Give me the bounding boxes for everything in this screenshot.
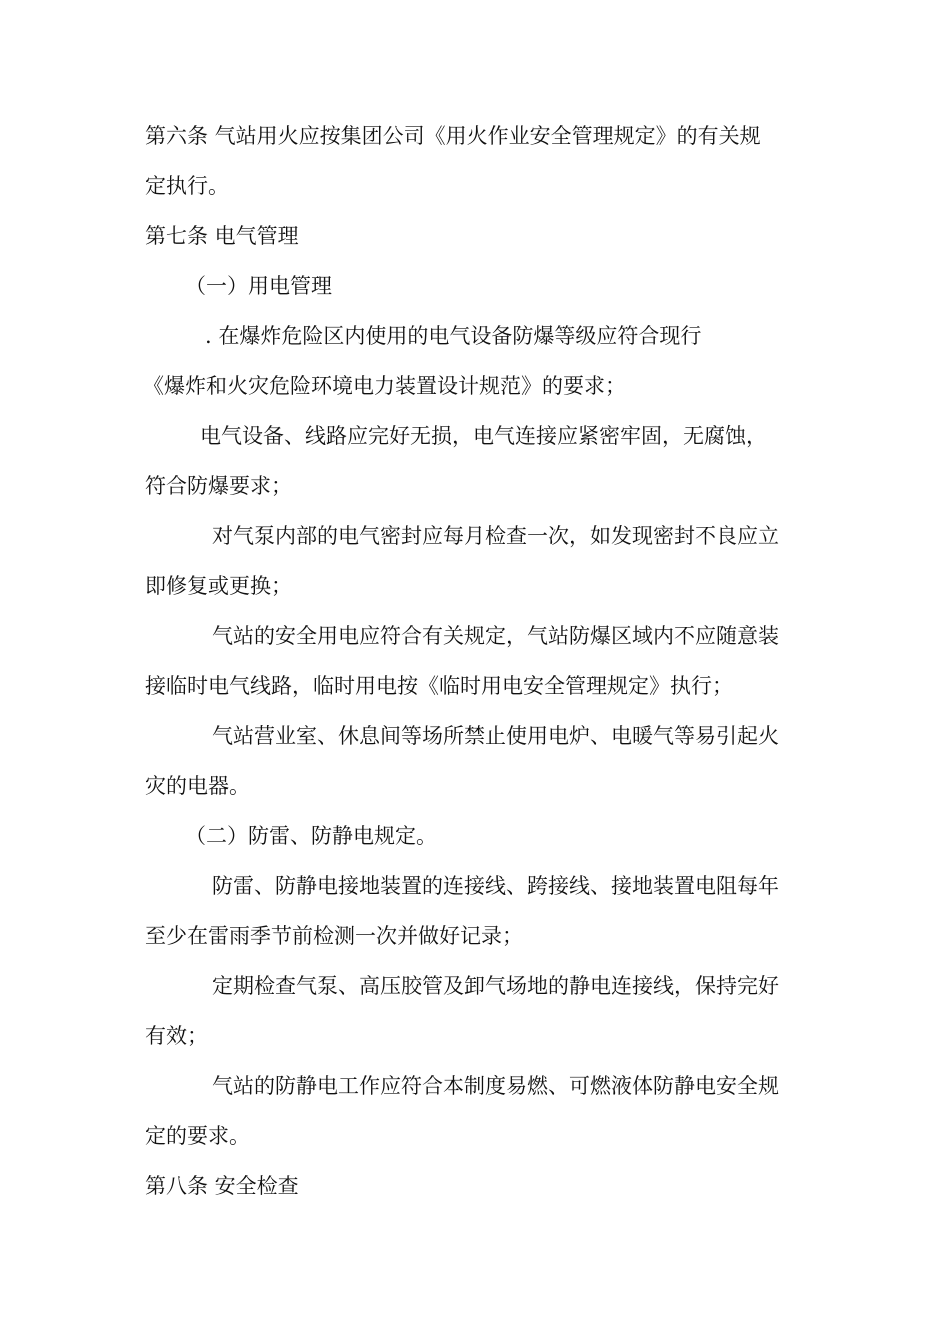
- lightning-clause-1-line-2: 至少在雷雨季节前检测一次并做好记录；: [145, 924, 523, 948]
- clause-5-line-1: 气站营业室、休息间等场所禁止使用电炉、电暖气等易引起火: [212, 724, 779, 748]
- article-8-heading: 第八条 安全检查: [145, 1174, 299, 1198]
- clause-5-line-2: 灾的电器。: [145, 774, 250, 798]
- article-6-line-2: 定执行。: [145, 174, 229, 198]
- article-7-heading: 第七条 电气管理: [145, 224, 299, 248]
- clause-1-line-1: . 在爆炸危险区内使用的电气设备防爆等级应符合现行: [205, 324, 702, 348]
- lightning-clause-3-line-1: 气站的防静电工作应符合本制度易燃、可燃液体防静电安全规: [212, 1074, 779, 1098]
- clause-2-line-1: 电气设备、线路应完好无损，电气连接应紧密牢固，无腐蚀，: [200, 424, 767, 448]
- lightning-clause-2-line-1: 定期检查气泵、高压胶管及卸气场地的静电连接线，保持完好: [212, 974, 779, 998]
- clause-3-line-2: 即修复或更换；: [145, 574, 292, 598]
- lightning-clause-1-line-1: 防雷、防静电接地装置的连接线、跨接线、接地装置电阻每年: [212, 874, 779, 898]
- clause-1-line-2: 《爆炸和火灾危险环境电力装置设计规范》的要求；: [143, 374, 626, 398]
- section-1-heading: （一）用电管理: [185, 274, 332, 298]
- article-6-line-1: 第六条 气站用火应按集团公司《用火作业安全管理规定》的有关规: [145, 124, 761, 148]
- clause-4-line-2: 接临时电气线路，临时用电按《临时用电安全管理规定》执行；: [145, 674, 733, 698]
- clause-2-line-2: 符合防爆要求；: [145, 474, 292, 498]
- lightning-clause-3-line-2: 定的要求。: [145, 1124, 250, 1148]
- clause-3-line-1: 对气泵内部的电气密封应每月检查一次，如发现密封不良应立: [212, 524, 779, 548]
- lightning-clause-2-line-2: 有效；: [145, 1024, 208, 1048]
- clause-4-line-1: 气站的安全用电应符合有关规定，气站防爆区域内不应随意装: [212, 624, 779, 648]
- section-2-heading: （二）防雷、防静电规定。: [185, 824, 437, 848]
